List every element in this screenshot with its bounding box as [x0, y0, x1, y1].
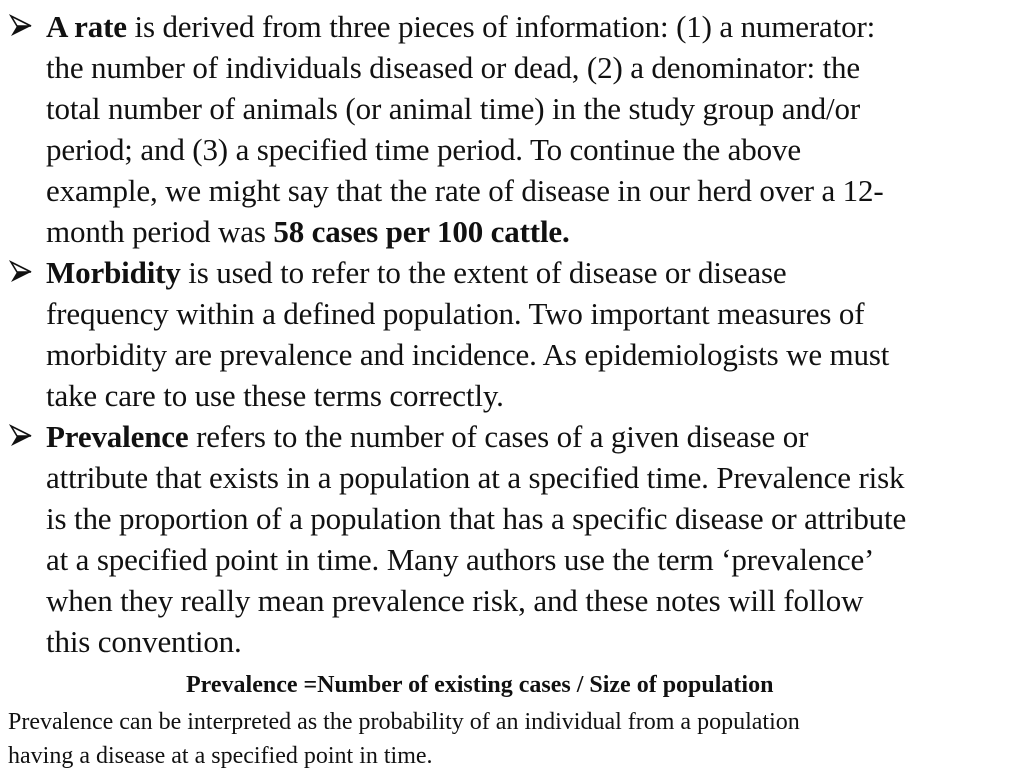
- text-line: Prevalence can be interpreted as the probability of an individual from a population: [8, 709, 800, 735]
- arrowhead-bullet-icon: [9, 424, 33, 448]
- text-line: at a specified point in time. Many authors use the term ‘prevalence’: [46, 542, 875, 577]
- arrowhead-bullet-icon: [9, 260, 33, 284]
- text-line: morbidity are prevalence and incidence. As epidemiologists we must: [46, 337, 890, 372]
- text-line: this convention.: [46, 624, 242, 659]
- text-line: the number of individuals diseased or dead, (2) a denominator: the: [46, 50, 860, 85]
- prevalence-formula: Prevalence =Number of existing cases / Size of population: [186, 672, 774, 698]
- text-line: [46, 6, 1021, 47]
- text-line: frequency within a defined population. Two important measures of: [46, 296, 865, 331]
- bullet-rate-text: [46, 6, 1021, 252]
- text-line: is the proportion of a population that has a specific disease or attribute: [46, 501, 907, 536]
- text-run: is used to refer to the extent of disease or disease: [180, 255, 787, 290]
- text-line: [46, 211, 1021, 252]
- text-line: attribute that exists in a population at a specified time. Prevalence risk: [46, 460, 905, 495]
- text-line: [46, 416, 1021, 457]
- rate-example-value: 58 cases per 100 cattle.: [273, 214, 570, 249]
- prevalence-note: [8, 705, 1018, 773]
- text-run: month period was: [46, 214, 274, 249]
- text-run: is derived from three pieces of information: (1) a numerator:: [126, 9, 876, 44]
- text-line: period; and (3) a specified time period. To continue the above: [46, 132, 801, 167]
- text-line: when they really mean prevalence risk, and these notes will follow: [46, 583, 864, 618]
- text-line: example, we might say that the rate of disease in our herd over a 12-: [46, 173, 884, 208]
- text-line: having a disease at a specified point in time.: [8, 743, 433, 769]
- arrowhead-bullet-icon: [9, 14, 33, 38]
- text-line: total number of animals (or animal time) in the study group and/or: [46, 91, 860, 126]
- term-rate: A rate: [46, 9, 127, 44]
- text-line: take care to use these terms correctly.: [46, 378, 504, 413]
- bullet-prevalence-text: [46, 416, 1021, 662]
- term-prevalence: Prevalence: [46, 419, 189, 454]
- bullet-morbidity-text: [46, 252, 1021, 416]
- term-morbidity: Morbidity: [46, 255, 181, 290]
- text-line: [46, 252, 1021, 293]
- text-run: refers to the number of cases of a given disease or: [188, 419, 809, 454]
